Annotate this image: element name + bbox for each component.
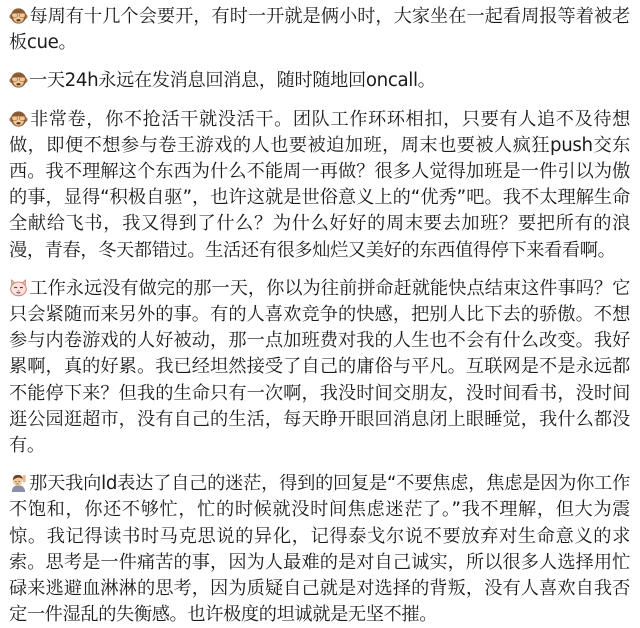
paragraph-never-ending-work (9, 276, 630, 459)
paragraph-text: 非常卷，你不抢活干就没活干。团队工作环环相扣，只要有人追不及待想做，即便不想参与卷王游戏的人也要被迫加班，周末也要被人疯狂push交东西。我不理解这个东西为什么不能周一再做？很多人觉得加班是一件引以为傲的事，显得“积极自驱”，也许这就是世俗意义上的“优秀”吧。我不太理解生命全献给飞书，我又得到了什么？为什么好好的周末要去加班？要把所有的浪漫，青春，冬天都错过。生活还有很多灿烂又美好的东西值得停下来看看啊。 (9, 108, 630, 261)
monkey-see-no-evil-icon (9, 70, 28, 89)
monkey-see-no-evil-icon (9, 109, 28, 128)
paragraph-confusion (9, 471, 630, 628)
paragraph-involution (9, 107, 630, 264)
paragraph-text: 那天我向ld表达了自己的迷茫，得到的回复是“不要焦虑，焦虑是因为你工作不饱和，你还不够忙，忙的时候就没时间焦虑迷茫了。”我不理解，但大为震惊。我记得读书时马克思说的异化，记得泰戈尔说不要放弃对生命意义的求索。思考是一件痛苦的事，因为人最难的是对自己诚实，所以很多人选择用忙碌来逃避血淋淋的思考，因为质疑自己就是对选择的背叛，没有人喜欢自我否定一件湿乱的失衡感。也许极度的坦诚就是无坚不摧。 (9, 473, 630, 626)
paragraph-text: 每周有十几个会要开，有时一开就是俩小时，大家坐在一起看周报等着被老板cue。 (9, 6, 630, 54)
person-raising-hand-icon (9, 473, 28, 492)
monkey-see-no-evil-icon (9, 6, 28, 25)
cat-face-icon (9, 278, 28, 297)
paragraph-oncall (9, 68, 630, 94)
paragraph-meetings (9, 4, 630, 56)
paragraph-text: 工作永远没有做完的那一天，你以为往前拼命赶就能快点结束这件事吗？它只会紧随而来另外的事。有的人喜欢竞争的快感，把别人比下去的骄傲。不想参与内卷游戏的人好被动，那一点加班费对我的人生也不会有什么改变。我好累啊，真的好累。我已经坦然接受了自己的庸俗与平凡。互联网是不是永远都不能停下来？但我的生命只有一次啊，我没时间交朋友，没时间看书，没时间逛公园逛超市，没有自己的生活，每天睁开眼回消息闭上眼睡觉，我什么都没有。 (9, 277, 630, 457)
paragraph-text: 一天24h永远在发消息回消息，随时随地回oncall。 (29, 70, 436, 92)
